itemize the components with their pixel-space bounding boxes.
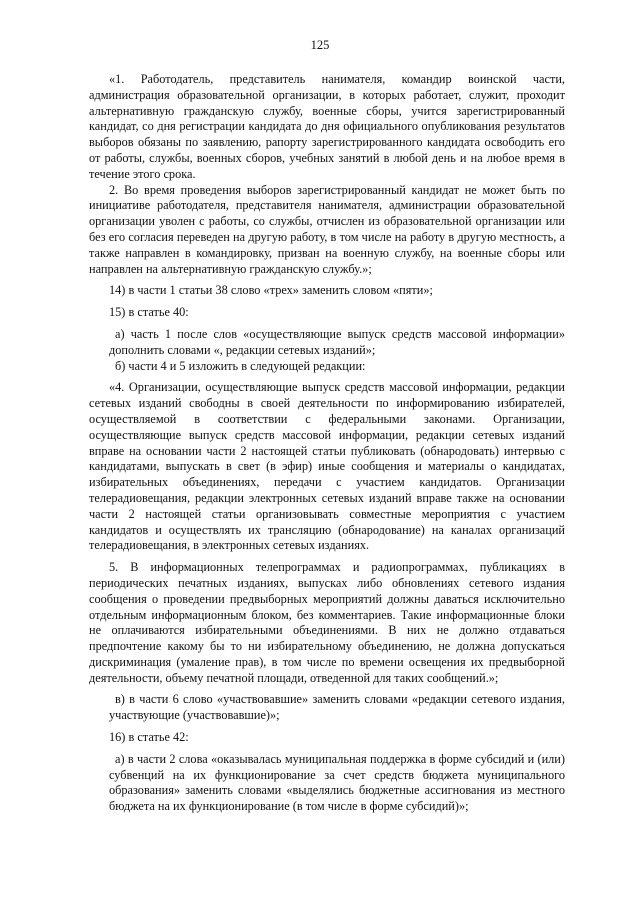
paragraph-subitem-a-42: а) в части 2 слова «оказывалась муниципальная поддержка в форме субсидий и (или) субвенций на их функционирование за счет средств бюджета муниципального образования» заменить словами «выделялись бюджетные ассигнования из местного бюджета на их функционирование (в том числе в форме субсидий)»; [109,751,565,814]
paragraph-subitem-a: а) часть 1 после слов «осуществляющие выпуск средств массовой информации» дополнить словами «, редакции сетевых изданий»; [109,326,565,357]
document-body [89,72,565,815]
paragraph-subitem-v: в) в части 6 слово «участвовавшие» заменить словами «редакции сетевого издания, участвующие (участвовавшие)»; [109,692,565,723]
paragraph-article-1: «1. Работодатель, представитель нанимателя, командир воинской части, администрация образовательной организации, в которых работает, служит, проходит альтернативную гражданскую службу, военные сборы, учится зарегистрированный кандидат, со дня регистрации кандидата до дня официального опубликования результатов выборов обязаны по заявлению, рапорту зарегистрированного кандидата освободить его от работы, службы, военных сборов, учебных занятий в любой день и на любое время в течение этого срока. [89,72,565,181]
page-number: 125 [310,38,330,52]
paragraph-item-14: 14) в части 1 статьи 38 слово «трех» заменить словом «пяти»; [109,283,433,298]
paragraph-item-15: 15) в статье 40: [109,305,189,320]
paragraph-article-4: «4. Организации, осуществляющие выпуск средств массовой информации, редакции сетевых изданий свободны в своей деятельности по информированию избирателей, осуществляемой в соответствии с федеральными законами. Организации, осуществляющие выпуск средств массовой информации, редакции сетевых изданий вправе на основании части 2 настоящей статьи публиковать (обнародовать) интервью с кандидатами, выпускать в свет (в эфир) иные сообщения и материалы о кандидатах, избирательных объединениях, передачи с участием кандидатов. Организации телерадиовещания, редакции электронных сетевых изданий вправе также на основании части 2 настоящей статьи организовывать совместные мероприятия с участием кандидатов и осуществлять их трансляцию (обнародование) на каналах организаций телерадиовещания, в электронных сетевых изданиях. [89,380,565,553]
paragraph-article-5: 5. В информационных телепрограммах и радиопрограммах, публикациях в периодических печатных изданиях, выпусках либо обновлениях сетевого издания сообщения о проведении предвыборных мероприятий должны даваться исключительно отдельным информационным блоком, без комментариев. Такие информационные блоки не оплачиваются избирательными объединениями. В них не должно отдаваться предпочтение какому бы то ни избирательному объединению, не должна допускаться дискриминация (умаление прав), в том числе по времени освещения их предвыборной деятельности, объему печатной площади, отведенной для таких сообщений.»; [89,560,565,685]
paragraph-article-2: 2. Во время проведения выборов зарегистрированный кандидат не может быть по инициативе работодателя, представителя нанимателя, администрации образовательной организации уволен с работы, со службы, отчислен из образовательной организации или без его согласия переведен на другую работу, в том числе на работу в другую местность, а также направлен в командировку, призван на военную службу, на военные сборы или направлен на альтернативную гражданскую службу.»; [89,182,565,276]
paragraph-subitem-b: б) части 4 и 5 изложить в следующей редакции: [115,358,366,373]
paragraph-item-16: 16) в статье 42: [109,730,189,745]
